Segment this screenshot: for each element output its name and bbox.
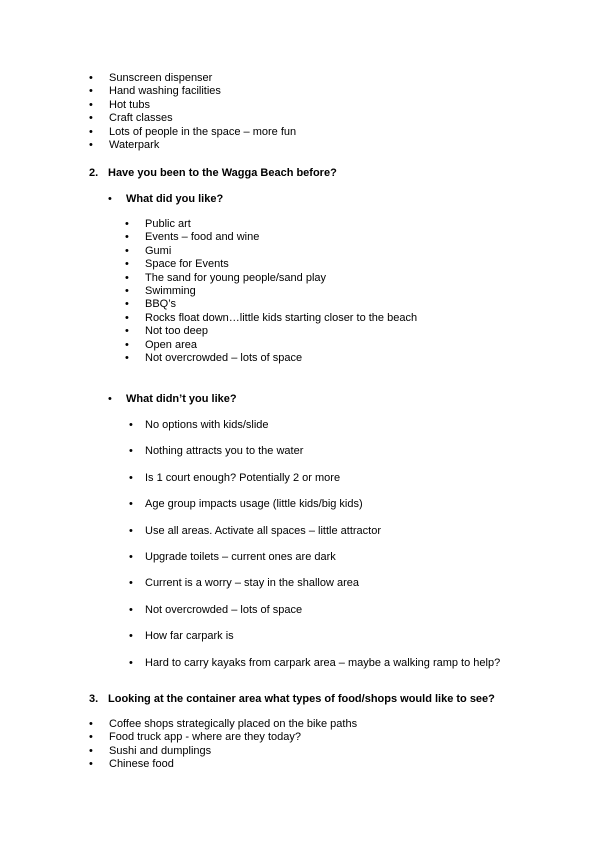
list-item: • Food truck app - where are they today? — [89, 731, 357, 744]
list-item: • Upgrade toilets – current ones are dark — [129, 550, 500, 576]
list-item: • Lots of people in the space – more fun — [89, 126, 296, 139]
list-item: • Space for Events — [125, 258, 417, 271]
disliked-heading-text: What didn’t you like? — [126, 393, 237, 405]
list-item: • Hard to carry kayaks from carpark area – maybe a walking ramp to help? — [129, 656, 500, 682]
question-2-heading — [89, 166, 337, 180]
list-item: • Sushi and dumplings — [89, 745, 357, 758]
food-shops-bullet-list — [89, 718, 357, 772]
list-item: • BBQ’s — [125, 298, 417, 311]
disliked-bullet-list — [129, 418, 500, 682]
list-item: • Not overcrowded – lots of space — [125, 352, 417, 365]
question-3-number: 3. — [89, 693, 99, 705]
question-3-text: Looking at the container area what types of food/shops would like to see? — [108, 693, 495, 705]
question-2-text: Have you been to the Wagga Beach before? — [108, 167, 337, 179]
list-item: • How far carpark is — [129, 629, 500, 655]
list-item: • Not overcrowded – lots of space — [129, 603, 500, 629]
list-item: • Waterpark — [89, 139, 296, 152]
top-bullet-list — [89, 72, 296, 152]
list-item: • Coffee shops strategically placed on the bike paths — [89, 718, 357, 731]
liked-bullet-list — [125, 218, 417, 365]
list-item: • Hot tubs — [89, 99, 296, 112]
liked-heading-text: What did you like? — [126, 193, 224, 205]
list-item: • Public art — [125, 218, 417, 231]
list-item: • Craft classes — [89, 112, 296, 125]
liked-subheading: • What did you like? — [108, 193, 224, 205]
list-item: • The sand for young people/sand play — [125, 272, 417, 285]
list-item: • Open area — [125, 339, 417, 352]
list-item: • Swimming — [125, 285, 417, 298]
disliked-subheading: • What didn’t you like? — [108, 393, 237, 405]
list-item: • Hand washing facilities — [89, 85, 296, 98]
list-item: • Nothing attracts you to the water — [129, 444, 500, 470]
list-item: • Age group impacts usage (little kids/big kids) — [129, 497, 500, 523]
list-item: • No options with kids/slide — [129, 418, 500, 444]
list-item: • Use all areas. Activate all spaces – little attractor — [129, 524, 500, 550]
list-item: • Gumi — [125, 245, 417, 258]
question-3-heading — [89, 692, 495, 706]
list-item: • Rocks float down…little kids starting closer to the beach — [125, 312, 417, 325]
question-2-number: 2. — [89, 167, 99, 179]
list-item: • Events – food and wine — [125, 231, 417, 244]
list-item: • Is 1 court enough? Potentially 2 or more — [129, 471, 500, 497]
list-item: • Chinese food — [89, 758, 357, 771]
list-item: • Not too deep — [125, 325, 417, 338]
list-item: • Current is a worry – stay in the shallow area — [129, 576, 500, 602]
list-item: • Sunscreen dispenser — [89, 72, 296, 85]
